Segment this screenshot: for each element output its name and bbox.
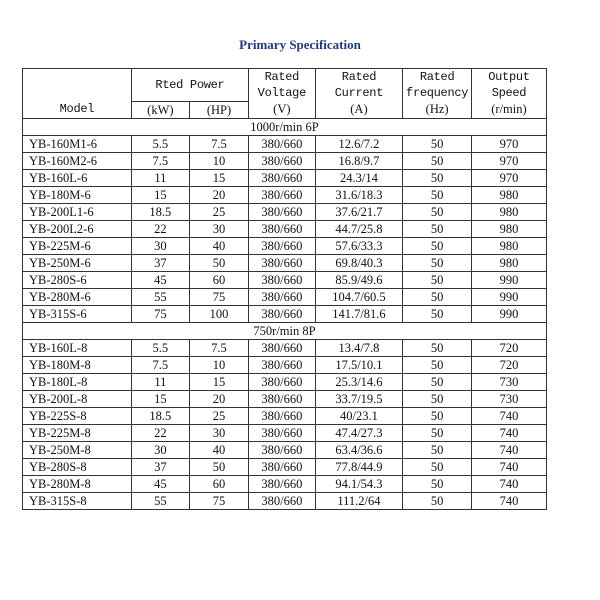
cell-model: YB-315S-6 bbox=[23, 305, 132, 322]
cell-hp: 100 bbox=[189, 305, 248, 322]
cell-speed: 990 bbox=[471, 288, 546, 305]
cell-voltage: 380/660 bbox=[249, 424, 316, 441]
cell-current: 33.7/19.5 bbox=[315, 390, 403, 407]
cell-kw: 55 bbox=[131, 288, 189, 305]
cell-voltage: 380/660 bbox=[249, 288, 316, 305]
cell-hp: 10 bbox=[189, 152, 248, 169]
table-row bbox=[23, 458, 547, 475]
cell-freq: 50 bbox=[403, 339, 472, 356]
table-row bbox=[23, 407, 547, 424]
table-body bbox=[23, 118, 547, 509]
header-freq-l2: frequency bbox=[403, 85, 472, 101]
cell-model: YB-200L2-6 bbox=[23, 220, 132, 237]
cell-voltage: 380/660 bbox=[249, 169, 316, 186]
cell-kw: 37 bbox=[131, 458, 189, 475]
cell-model: YB-280M-8 bbox=[23, 475, 132, 492]
header-current-l1: Rated bbox=[315, 69, 403, 86]
cell-hp: 75 bbox=[189, 288, 248, 305]
cell-voltage: 380/660 bbox=[249, 475, 316, 492]
cell-current: 24.3/14 bbox=[315, 169, 403, 186]
cell-kw: 7.5 bbox=[131, 152, 189, 169]
cell-model: YB-250M-8 bbox=[23, 441, 132, 458]
cell-kw: 5.5 bbox=[131, 135, 189, 152]
cell-hp: 50 bbox=[189, 458, 248, 475]
cell-model: YB-225M-6 bbox=[23, 237, 132, 254]
cell-voltage: 380/660 bbox=[249, 186, 316, 203]
cell-model: YB-180L-8 bbox=[23, 373, 132, 390]
table-row bbox=[23, 220, 547, 237]
cell-current: 25.3/14.6 bbox=[315, 373, 403, 390]
cell-freq: 50 bbox=[403, 152, 472, 169]
cell-hp: 30 bbox=[189, 220, 248, 237]
cell-current: 16.8/9.7 bbox=[315, 152, 403, 169]
cell-voltage: 380/660 bbox=[249, 492, 316, 509]
cell-speed: 970 bbox=[471, 152, 546, 169]
cell-hp: 15 bbox=[189, 169, 248, 186]
cell-hp: 60 bbox=[189, 271, 248, 288]
cell-voltage: 380/660 bbox=[249, 220, 316, 237]
section-label: 1000r/min 6P bbox=[23, 118, 547, 135]
cell-voltage: 380/660 bbox=[249, 407, 316, 424]
cell-kw: 11 bbox=[131, 169, 189, 186]
cell-model: YB-280S-8 bbox=[23, 458, 132, 475]
cell-freq: 50 bbox=[403, 373, 472, 390]
cell-speed: 740 bbox=[471, 458, 546, 475]
cell-speed: 720 bbox=[471, 339, 546, 356]
cell-kw: 30 bbox=[131, 237, 189, 254]
section-row bbox=[23, 118, 547, 135]
cell-speed: 970 bbox=[471, 135, 546, 152]
cell-hp: 25 bbox=[189, 203, 248, 220]
cell-model: YB-315S-8 bbox=[23, 492, 132, 509]
cell-model: YB-160L-6 bbox=[23, 169, 132, 186]
cell-current: 37.6/21.7 bbox=[315, 203, 403, 220]
cell-current: 47.4/27.3 bbox=[315, 424, 403, 441]
cell-speed: 740 bbox=[471, 441, 546, 458]
cell-hp: 40 bbox=[189, 237, 248, 254]
page-title: Primary Specification bbox=[239, 37, 361, 52]
header-model-blank bbox=[23, 69, 132, 86]
table-row bbox=[23, 305, 547, 322]
cell-freq: 50 bbox=[403, 390, 472, 407]
cell-current: 94.1/54.3 bbox=[315, 475, 403, 492]
table-header bbox=[23, 69, 547, 119]
cell-kw: 55 bbox=[131, 492, 189, 509]
cell-model: YB-225S-8 bbox=[23, 407, 132, 424]
table-row bbox=[23, 237, 547, 254]
cell-kw: 5.5 bbox=[131, 339, 189, 356]
cell-current: 63.4/36.6 bbox=[315, 441, 403, 458]
cell-hp: 10 bbox=[189, 356, 248, 373]
cell-freq: 50 bbox=[403, 288, 472, 305]
cell-model: YB-280M-6 bbox=[23, 288, 132, 305]
cell-freq: 50 bbox=[403, 356, 472, 373]
cell-voltage: 380/660 bbox=[249, 458, 316, 475]
cell-model: YB-280S-6 bbox=[23, 271, 132, 288]
table-row bbox=[23, 339, 547, 356]
table-row bbox=[23, 254, 547, 271]
table-row bbox=[23, 203, 547, 220]
cell-freq: 50 bbox=[403, 220, 472, 237]
cell-hp: 75 bbox=[189, 492, 248, 509]
cell-freq: 50 bbox=[403, 203, 472, 220]
cell-kw: 7.5 bbox=[131, 356, 189, 373]
cell-freq: 50 bbox=[403, 254, 472, 271]
cell-voltage: 380/660 bbox=[249, 271, 316, 288]
cell-kw: 11 bbox=[131, 373, 189, 390]
cell-speed: 730 bbox=[471, 390, 546, 407]
cell-speed: 740 bbox=[471, 407, 546, 424]
cell-hp: 30 bbox=[189, 424, 248, 441]
cell-current: 77.8/44.9 bbox=[315, 458, 403, 475]
header-freq-l1: Rated bbox=[403, 69, 472, 86]
cell-freq: 50 bbox=[403, 169, 472, 186]
cell-voltage: 380/660 bbox=[249, 305, 316, 322]
cell-current: 57.6/33.3 bbox=[315, 237, 403, 254]
cell-kw: 75 bbox=[131, 305, 189, 322]
cell-speed: 980 bbox=[471, 203, 546, 220]
header-speed-unit: (r/min) bbox=[471, 101, 546, 118]
section-label: 750r/min 8P bbox=[23, 322, 547, 339]
table-row bbox=[23, 288, 547, 305]
header-speed-l2: Speed bbox=[471, 85, 546, 101]
cell-current: 40/23.1 bbox=[315, 407, 403, 424]
cell-current: 85.9/49.6 bbox=[315, 271, 403, 288]
cell-speed: 980 bbox=[471, 237, 546, 254]
section-row bbox=[23, 322, 547, 339]
cell-current: 104.7/60.5 bbox=[315, 288, 403, 305]
header-model: Model bbox=[23, 101, 132, 118]
header-speed-l1: Output bbox=[471, 69, 546, 86]
cell-hp: 40 bbox=[189, 441, 248, 458]
cell-hp: 60 bbox=[189, 475, 248, 492]
cell-voltage: 380/660 bbox=[249, 237, 316, 254]
cell-model: YB-180M-8 bbox=[23, 356, 132, 373]
header-current-l2: Current bbox=[315, 85, 403, 101]
header-voltage-unit: (V) bbox=[249, 101, 316, 118]
cell-speed: 980 bbox=[471, 220, 546, 237]
table-row bbox=[23, 424, 547, 441]
spec-table bbox=[22, 68, 547, 510]
header-voltage-l2: Voltage bbox=[249, 85, 316, 101]
cell-voltage: 380/660 bbox=[249, 441, 316, 458]
header-model-blank-2 bbox=[23, 85, 132, 101]
cell-voltage: 380/660 bbox=[249, 339, 316, 356]
table-row bbox=[23, 152, 547, 169]
cell-hp: 20 bbox=[189, 390, 248, 407]
cell-kw: 30 bbox=[131, 441, 189, 458]
cell-current: 17.5/10.1 bbox=[315, 356, 403, 373]
cell-hp: 7.5 bbox=[189, 135, 248, 152]
cell-hp: 20 bbox=[189, 186, 248, 203]
cell-model: YB-160M1-6 bbox=[23, 135, 132, 152]
cell-model: YB-250M-6 bbox=[23, 254, 132, 271]
cell-voltage: 380/660 bbox=[249, 135, 316, 152]
cell-model: YB-200L1-6 bbox=[23, 203, 132, 220]
cell-speed: 970 bbox=[471, 169, 546, 186]
header-current-unit: (A) bbox=[315, 101, 403, 118]
cell-speed: 990 bbox=[471, 305, 546, 322]
header-power-hp: (HP) bbox=[189, 101, 248, 118]
cell-speed: 720 bbox=[471, 356, 546, 373]
cell-current: 13.4/7.8 bbox=[315, 339, 403, 356]
cell-current: 12.6/7.2 bbox=[315, 135, 403, 152]
cell-voltage: 380/660 bbox=[249, 254, 316, 271]
cell-freq: 50 bbox=[403, 305, 472, 322]
cell-speed: 730 bbox=[471, 373, 546, 390]
table-row bbox=[23, 356, 547, 373]
cell-current: 111.2/64 bbox=[315, 492, 403, 509]
table-row bbox=[23, 373, 547, 390]
table-row bbox=[23, 492, 547, 509]
cell-kw: 45 bbox=[131, 475, 189, 492]
cell-freq: 50 bbox=[403, 135, 472, 152]
cell-kw: 18.5 bbox=[131, 407, 189, 424]
cell-freq: 50 bbox=[403, 475, 472, 492]
cell-voltage: 380/660 bbox=[249, 390, 316, 407]
cell-freq: 50 bbox=[403, 407, 472, 424]
cell-freq: 50 bbox=[403, 237, 472, 254]
cell-model: YB-160M2-6 bbox=[23, 152, 132, 169]
cell-voltage: 380/660 bbox=[249, 373, 316, 390]
cell-kw: 45 bbox=[131, 271, 189, 288]
table-row bbox=[23, 475, 547, 492]
cell-current: 44.7/25.8 bbox=[315, 220, 403, 237]
header-voltage-l1: Rated bbox=[249, 69, 316, 86]
table-row bbox=[23, 135, 547, 152]
cell-kw: 18.5 bbox=[131, 203, 189, 220]
cell-freq: 50 bbox=[403, 441, 472, 458]
cell-model: YB-160L-8 bbox=[23, 339, 132, 356]
cell-model: YB-225M-8 bbox=[23, 424, 132, 441]
cell-hp: 15 bbox=[189, 373, 248, 390]
cell-voltage: 380/660 bbox=[249, 356, 316, 373]
cell-hp: 25 bbox=[189, 407, 248, 424]
cell-voltage: 380/660 bbox=[249, 152, 316, 169]
cell-kw: 37 bbox=[131, 254, 189, 271]
cell-current: 69.8/40.3 bbox=[315, 254, 403, 271]
cell-kw: 22 bbox=[131, 220, 189, 237]
cell-hp: 50 bbox=[189, 254, 248, 271]
cell-hp: 7.5 bbox=[189, 339, 248, 356]
cell-freq: 50 bbox=[403, 186, 472, 203]
cell-freq: 50 bbox=[403, 492, 472, 509]
cell-freq: 50 bbox=[403, 424, 472, 441]
table-row bbox=[23, 186, 547, 203]
cell-speed: 740 bbox=[471, 424, 546, 441]
cell-current: 141.7/81.6 bbox=[315, 305, 403, 322]
header-power-kw: (kW) bbox=[131, 101, 189, 118]
cell-speed: 740 bbox=[471, 475, 546, 492]
cell-kw: 22 bbox=[131, 424, 189, 441]
header-power: Rted Power bbox=[131, 69, 248, 102]
cell-model: YB-200L-8 bbox=[23, 390, 132, 407]
table-row bbox=[23, 271, 547, 288]
cell-speed: 990 bbox=[471, 271, 546, 288]
table-row bbox=[23, 390, 547, 407]
table-row bbox=[23, 169, 547, 186]
cell-speed: 740 bbox=[471, 492, 546, 509]
cell-kw: 15 bbox=[131, 186, 189, 203]
cell-freq: 50 bbox=[403, 271, 472, 288]
table-row bbox=[23, 441, 547, 458]
cell-current: 31.6/18.3 bbox=[315, 186, 403, 203]
cell-kw: 15 bbox=[131, 390, 189, 407]
cell-speed: 980 bbox=[471, 186, 546, 203]
cell-freq: 50 bbox=[403, 458, 472, 475]
cell-speed: 980 bbox=[471, 254, 546, 271]
header-freq-unit: (Hz) bbox=[403, 101, 472, 118]
cell-model: YB-180M-6 bbox=[23, 186, 132, 203]
cell-voltage: 380/660 bbox=[249, 203, 316, 220]
